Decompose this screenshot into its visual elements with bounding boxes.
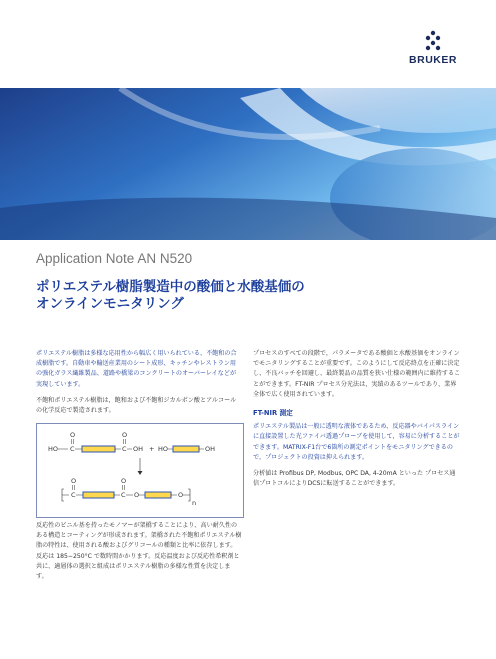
reaction-o-top-1: O	[70, 431, 76, 439]
monitoring-paragraph: プロセスのすべての段階で，パラメータである酸価と水酸基価をオンラインでモニタリングすることが重要です。このようにして反応終点を正確に決定し、不良バッチを回避し、最終製品の品質を狭い仕様の範囲内に維持することができます。FT-NIR プロセス分光法は，実績のあるツールであり，業界全体で広く使用されています。	[253, 350, 461, 398]
reaction-o-top-2: O	[122, 431, 128, 439]
bruker-logo-mark-icon	[424, 30, 442, 52]
reaction-plus: +	[149, 445, 155, 453]
reaction-o-bot-2: O	[121, 477, 127, 485]
reaction-c4: C	[121, 491, 126, 499]
hero-image	[0, 88, 496, 240]
reaction-oh-2: OH	[205, 445, 216, 453]
reaction-ho-left: HO	[48, 445, 59, 453]
reaction-o-2: O	[178, 491, 184, 499]
right-column	[253, 349, 461, 495]
ft-nir-paragraph: ポリエステル製品は一般に透明な液体であるため、反応器やバイパスラインに直接設置した光ファイバ透過プローブを使用して，容易に分析することができます。MATRIX-F1台で6箇所の測定ポイントをモニタリングできるので，プロジェクトの投資は抑えられます。	[253, 423, 460, 461]
left-column	[36, 349, 242, 422]
reaction-scheme	[36, 423, 244, 518]
reaction-o-bot-1: O	[71, 477, 77, 485]
reaction-o-1: O	[134, 491, 140, 499]
reaction-ho-right: HO	[158, 445, 169, 453]
title-line-2: オンラインモニタリング	[36, 296, 184, 312]
crosslinking-paragraph: 反応性のビニル基を持ったモノマーが架橋することにより、高い耐久性のある構造とコーティングが形成されます。架橋された不飽和ポリエステル樹脂の特性は、使用される酸およびグリコールの種類と比率に依存します。反応は 185−250°C で数時間かかります。反応温度および反応性希釈剤と共に、適層体の選択と組成はポリエステル樹脂の多様な性質を決定します。	[36, 522, 242, 581]
intro-paragraph: ポリエステル樹脂は多様な応用性から幅広く用いられている、不飽和の合成樹脂です。自動車や輸送産業用のシート成形、キッチンやレストラン用の強化ガラス繊維製品、道路や橋梁のコンクリートのオーバーレイなどが実現しています。	[36, 350, 237, 388]
bruker-logo-text: BRUKER	[409, 54, 457, 66]
application-note-number: Application Note AN N520	[36, 251, 193, 266]
section-heading-ft-nir: FT-NIR 測定	[253, 409, 293, 418]
ring-icon-2	[173, 446, 199, 452]
title-line-1: ポリエステル樹脂製造中の酸価と水酸基価の	[36, 279, 305, 295]
reaction-c2: C	[122, 445, 127, 453]
ring-icon-1	[82, 446, 115, 452]
reaction-n: n	[192, 499, 197, 507]
communication-paragraph: 分析値は Profibus DP, Modbus, OPC DA, 4-20mA といった プロセス通信プロトコルによりDCSに転送することができます。	[253, 470, 456, 488]
reaction-c3: C	[71, 491, 76, 499]
resin-production-paragraph: 不飽和ポリエステル樹脂は，飽和および不飽和ジカルボン酸とアルコールの化学反応で製造されます。	[36, 396, 237, 415]
bruker-logo	[404, 30, 462, 72]
ring-icon-4	[145, 492, 171, 498]
reaction-oh-1: OH	[133, 445, 144, 453]
page-title	[36, 279, 456, 313]
reaction-c1: C	[70, 445, 75, 453]
ring-icon-3	[83, 492, 114, 498]
